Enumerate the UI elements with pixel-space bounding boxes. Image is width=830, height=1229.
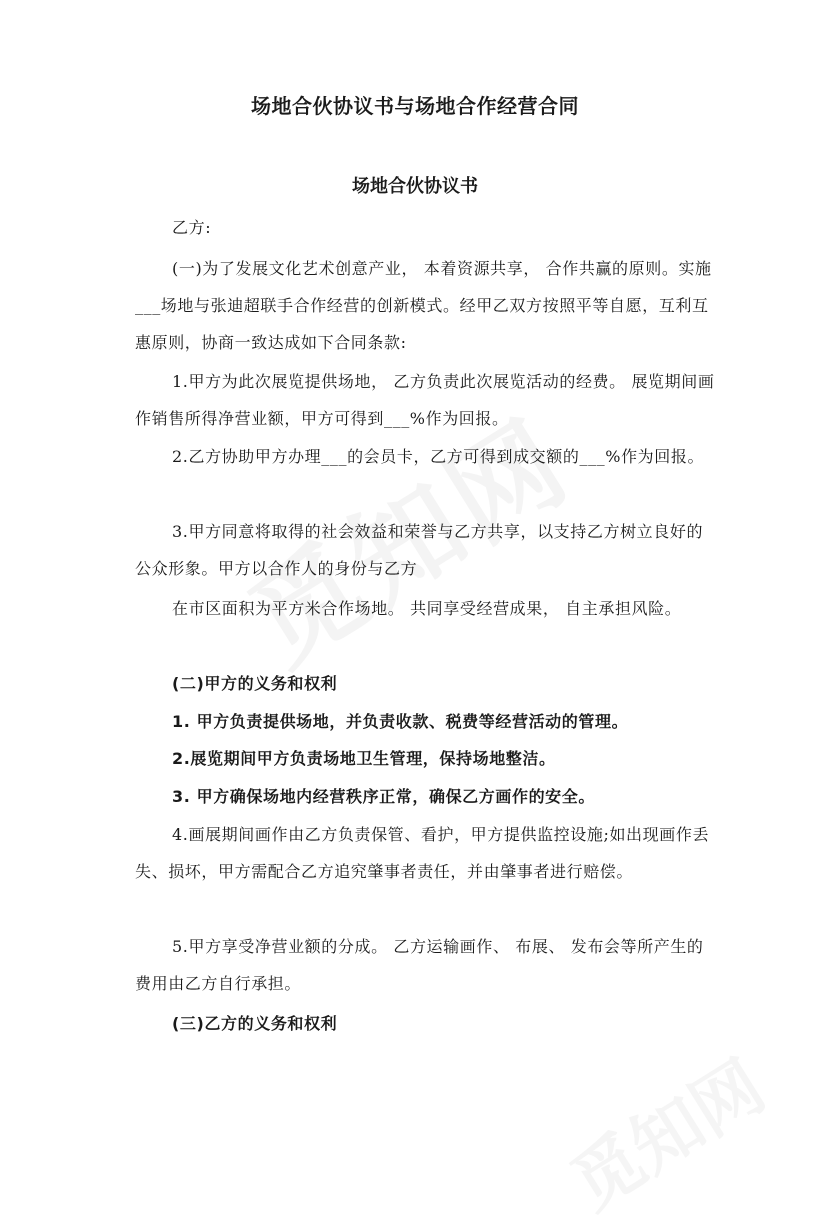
section1-intro: (一)为了发展文化艺术创意产业， 本着资源共享， 合作共赢的原则。实施___场地与张迪超联手合作经营的创新模式。经甲乙双方按照平等自愿，互利互惠原则，协商一致达成如下合同条款: — [135, 259, 712, 352]
section3-heading: (三)乙方的义务和权利 — [172, 1014, 338, 1033]
party-b-line: 乙方: — [172, 218, 212, 237]
section1-item1: 1.甲方为此次展览提供场地， 乙方负责此次展览活动的经费。 展览期间画作销售所得净营业额，甲方可得到___%作为回报。 — [135, 372, 715, 428]
section1-item2: 2.乙方协助甲方办理___的会员卡，乙方可得到成交额的___%作为回报。 — [172, 447, 705, 466]
section1-item3-continued: 在市区面积为平方米合作场地。 共同享受经营成果， 自主承担风险。 — [172, 599, 682, 618]
section2-item5: 5.甲方享受净营业额的分成。 乙方运输画作、 布展、 发布会等所产生的费用由乙方自行承担。 — [135, 937, 704, 993]
section1-item3: 3.甲方同意将取得的社会效益和荣誉与乙方共享，以支持乙方树立良好的公众形象。甲方以合作人的身份与乙方 — [135, 522, 704, 578]
section2-item3: 3. 甲方确保场地内经营秩序正常，确保乙方画作的安全。 — [172, 787, 595, 806]
agreement-title: 场地合伙协议书 — [352, 176, 478, 197]
section2-heading: (二)甲方的义务和权利 — [172, 674, 338, 693]
section2-item4: 4.画展期间画作由乙方负责保管、看护，甲方提供监控设施;如出现画作丢失、损坏，甲方需配合乙方追究肇事者责任，并由肇事者进行赔偿。 — [135, 825, 710, 881]
watermark-bottom — [549, 1032, 781, 1229]
document-title: 场地合伙协议书与场地合作经营合同 — [251, 94, 579, 118]
section2-item1: 1. 甲方负责提供场地，并负责收款、税费等经营活动的管理。 — [172, 712, 629, 731]
section2-item2: 2.展览期间甲方负责场地卫生管理，保持场地整洁。 — [172, 749, 556, 768]
